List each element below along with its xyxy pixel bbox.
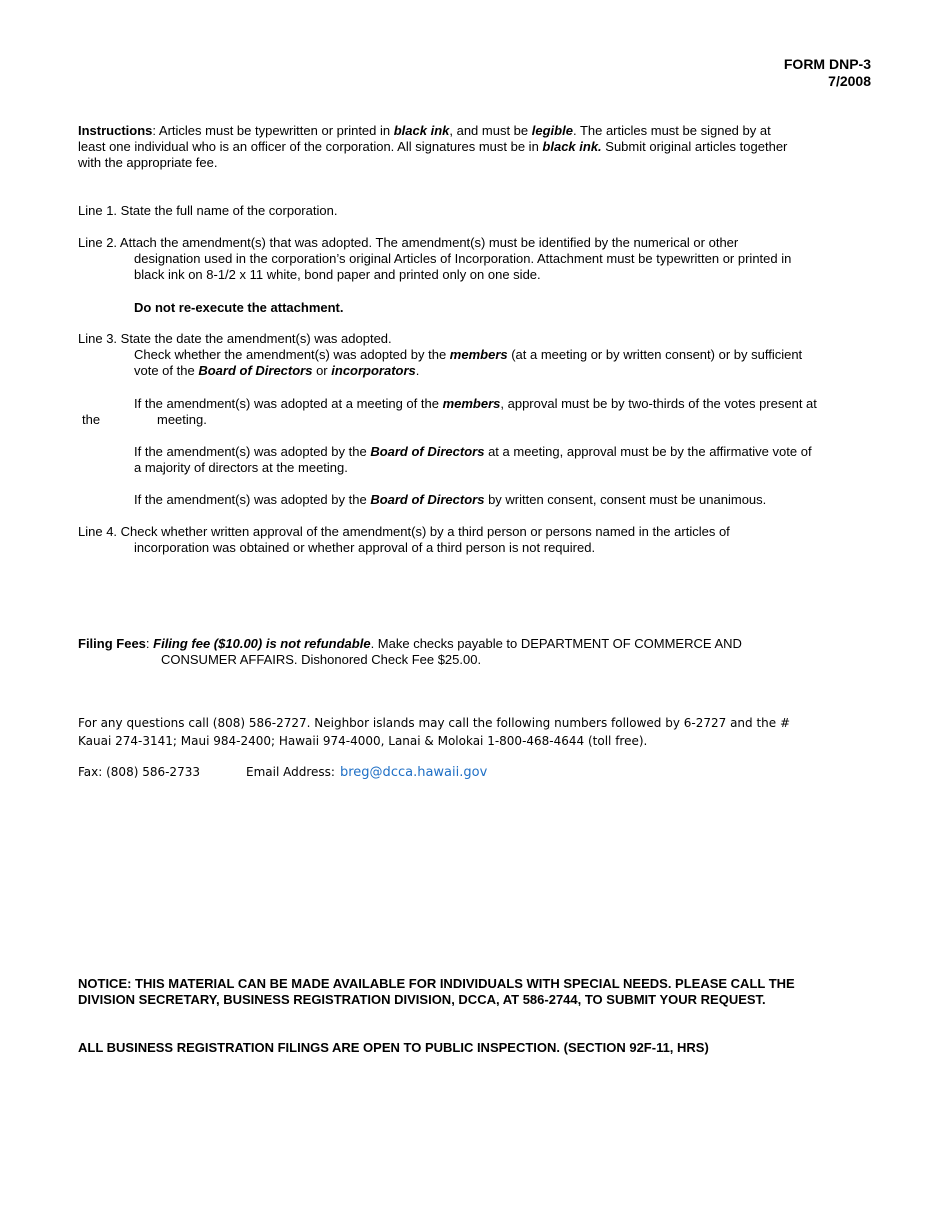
line3-text: If the amendment(s) was adopted at a meeting of the: [134, 396, 443, 411]
line3-text: .: [415, 363, 420, 378]
line4-text: incorporation was obtained or whether approval of a third person is not required.: [134, 540, 596, 555]
special-needs-notice: [78, 976, 898, 1008]
contact-islands-text: Kauai 274-3141; Maui 984-2400; Hawaii 974-4000, Lanai & Molokai 1-800-468-4644 (toll free).: [78, 734, 648, 748]
contact-phone-text: For any questions call (808) 586-2727. Neighbor islands may call the following numbers followed by 6-2727 and the #: [78, 716, 791, 730]
instructions-block: [78, 123, 878, 171]
email-link[interactable]: breg@dcca.hawaii.gov: [340, 765, 488, 780]
line3-members-rule: [134, 396, 879, 412]
line2-text: Line 2. Attach the amendment(s) that was adopted. The amendment(s) must be identified by the numerical or other: [78, 235, 739, 250]
instructions-text: least one individual who is an officer of the corporation. All signatures must be in: [78, 139, 543, 154]
instructions-label: Instructions: [78, 123, 153, 138]
line3-text: or: [312, 363, 332, 378]
line3-text: at a meeting, approval must be by the affirmative vote of: [484, 444, 812, 459]
instructions-text: with the appropriate fee.: [78, 155, 218, 170]
line3-text: Check whether the amendment(s) was adopted by the: [134, 347, 450, 362]
line3-instruction: [78, 331, 878, 379]
line3-board-meeting-rule: [134, 444, 879, 476]
line3-board-consent-rule: [134, 492, 879, 508]
form-id: FORM DNP-3: [783, 56, 871, 72]
line1-instruction: Line 1. State the full name of the corporation.: [78, 203, 338, 218]
line3-text: a majority of directors at the meeting.: [134, 460, 348, 475]
emphasis-members: members: [449, 347, 508, 362]
form-date: 7/2008: [828, 73, 871, 89]
public-inspection-notice: ALL BUSINESS REGISTRATION FILINGS ARE OPEN TO PUBLIC INSPECTION. (SECTION 92F-11, HRS): [78, 1040, 709, 1055]
fees-text: :: [145, 636, 154, 651]
line2-text: designation used in the corporation’s original Articles of Incorporation. Attachment must be typewritten or printed in: [134, 251, 792, 266]
line4-text: Line 4. Check whether written approval of the amendment(s) by a third person or persons named in the articles of: [78, 524, 730, 539]
line3-text: vote of the: [134, 363, 199, 378]
fees-text: CONSUMER AFFAIRS. Dishonored Check Fee $25.00.: [161, 652, 482, 667]
fees-text: . Make checks payable to DEPARTMENT OF COMMERCE AND: [370, 636, 742, 651]
line3-text: , approval must be by two-thirds of the votes present at: [500, 396, 817, 411]
filing-fees-block: [78, 636, 878, 668]
line3-text: (at a meeting or by written consent) or by sufficient: [507, 347, 803, 362]
emphasis-board: Board of Directors: [198, 363, 313, 378]
emphasis-board: Board of Directors: [370, 492, 485, 507]
line3-text: by written consent, consent must be unanimous.: [484, 492, 767, 507]
line2-text: black ink on 8-1/2 x 11 white, bond paper and printed only on one side.: [134, 267, 541, 282]
filing-fees-label: Filing Fees: [78, 636, 146, 651]
contact-block: [78, 714, 898, 750]
notice-text: NOTICE: THIS MATERIAL CAN BE MADE AVAILABLE FOR INDIVIDUALS WITH SPECIAL NEEDS. PLEASE CALL THE: [78, 976, 795, 991]
emphasis-board: Board of Directors: [370, 444, 485, 459]
emphasis-incorporators: incorporators: [331, 363, 416, 378]
line3-text: If the amendment(s) was adopted by the: [134, 444, 371, 459]
line3-text: meeting.: [157, 412, 207, 427]
emphasis-black-ink: black ink.: [542, 139, 602, 154]
line2-instruction: [78, 235, 878, 283]
emphasis-members: members: [442, 396, 501, 411]
line2-note: Do not re-execute the attachment.: [134, 300, 344, 315]
line4-instruction: [78, 524, 878, 556]
instructions-text: : Articles must be typewritten or printed in: [152, 123, 394, 138]
form-header: [784, 56, 871, 90]
email-label: Email Address:: [246, 765, 335, 779]
notice-text: DIVISION SECRETARY, BUSINESS REGISTRATION DIVISION, DCCA, AT 586-2744, TO SUBMIT YOUR REQUEST.: [78, 992, 766, 1007]
line3-text: the: [82, 412, 101, 427]
emphasis-black-ink: black ink: [393, 123, 450, 138]
instructions-text: . The articles must be signed by at: [572, 123, 771, 138]
instructions-text: , and must be: [449, 123, 532, 138]
line3-text: If the amendment(s) was adopted by the: [134, 492, 371, 507]
emphasis-not-refundable: Filing fee ($10.00) is not refundable: [153, 636, 371, 651]
fax-number: Fax: (808) 586-2733: [78, 765, 200, 779]
emphasis-legible: legible: [531, 123, 573, 138]
line3-text: Line 3. State the date the amendment(s) was adopted.: [78, 331, 392, 346]
instructions-text: Submit original articles together: [601, 139, 788, 154]
